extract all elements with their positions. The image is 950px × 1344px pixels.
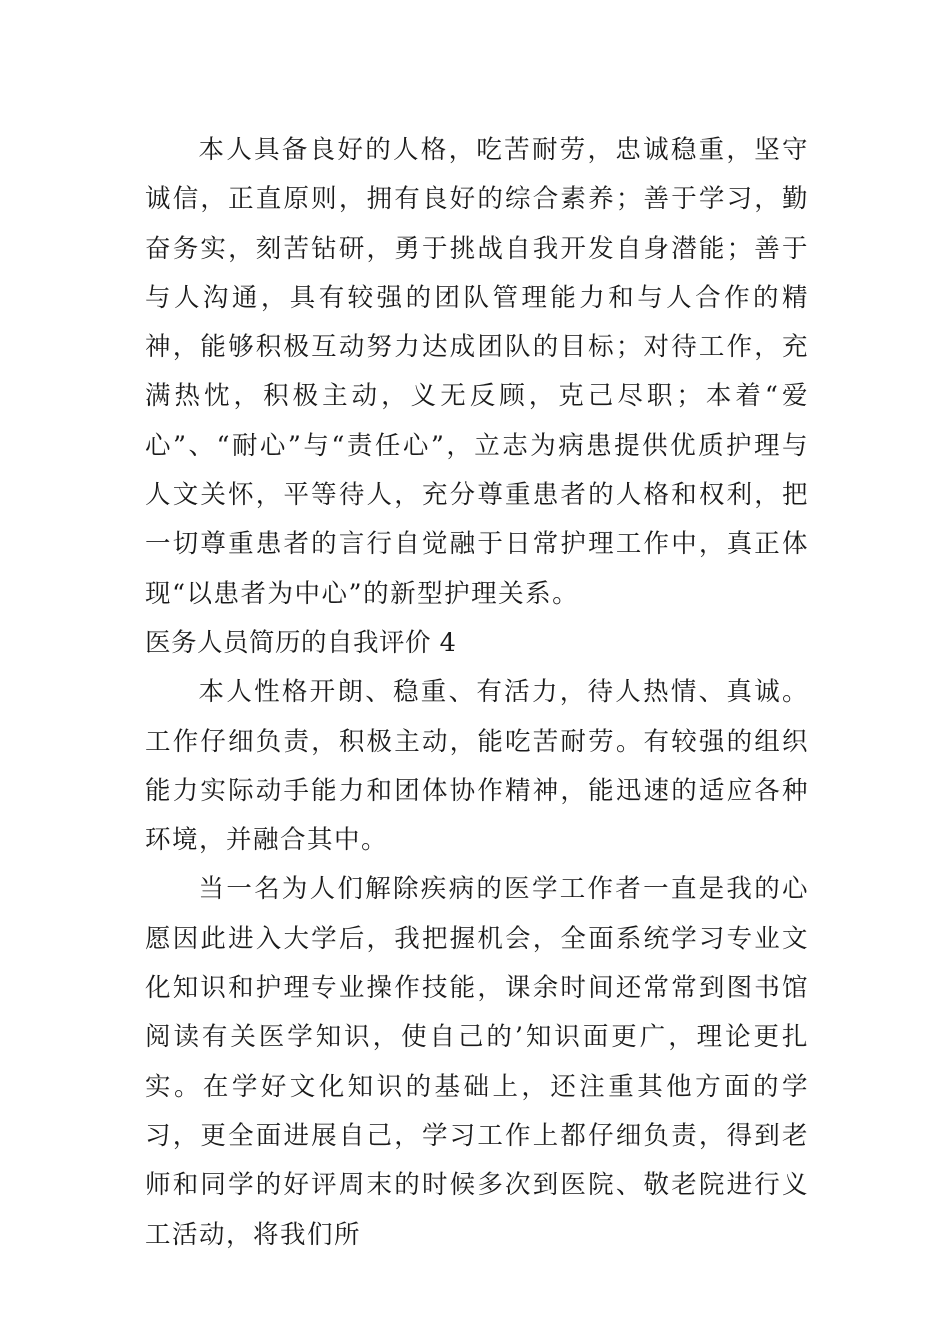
paragraph-personality: 本人性格开朗、稳重、有活力，待人热情、真诚。工作仔细负责，积极主动，能吃苦耐劳。有较强的组织能力实际动手能力和团体协作精神，能迅速的适应各种环境，并融合其中。 (145, 677, 809, 856)
section-heading: 医务人员简历的自我评价 4 (145, 627, 457, 658)
paragraph-study-experience: 当一名为人们解除疾病的医学工作者一直是我的心愿因此进入大学后，我把握机会，全面系统学习专业文化知识和护理专业操作技能，课余时间还常常到图书馆阅读有关医学知识，使自己的’知识面更广，理论更扎实。在学好文化知识的基础上，还注重其他方面的学习，更全面进展自己，学习工作上都仔细负责，得到老师和同学的好评周末的时候多次到医院、敬老院进行义工活动，将我们所 (145, 874, 809, 1250)
paragraph-self-evaluation-3: 本人具备良好的人格，吃苦耐劳，忠诚稳重，坚守诚信，正直原则，拥有良好的综合素养；善于学习，勤奋务实，刻苦钻研，勇于挑战自我开发自身潜能；善于与人沟通，具有较强的团队管理能力和与人合作的精神，能够积极互动努力达成团队的目标；对待工作，充满热忱，积极主动，义无反顾，克己尽职；本着“爱心”、“耐心”与“责任心”，立志为病患提供优质护理与人文关怀，平等待人，充分尊重患者的人格和权利，把一切尊重患者的言行自觉融于日常护理工作中，真正体现“以患者为中心”的新型护理关系。 (145, 135, 809, 609)
document-page (145, 126, 809, 1260)
